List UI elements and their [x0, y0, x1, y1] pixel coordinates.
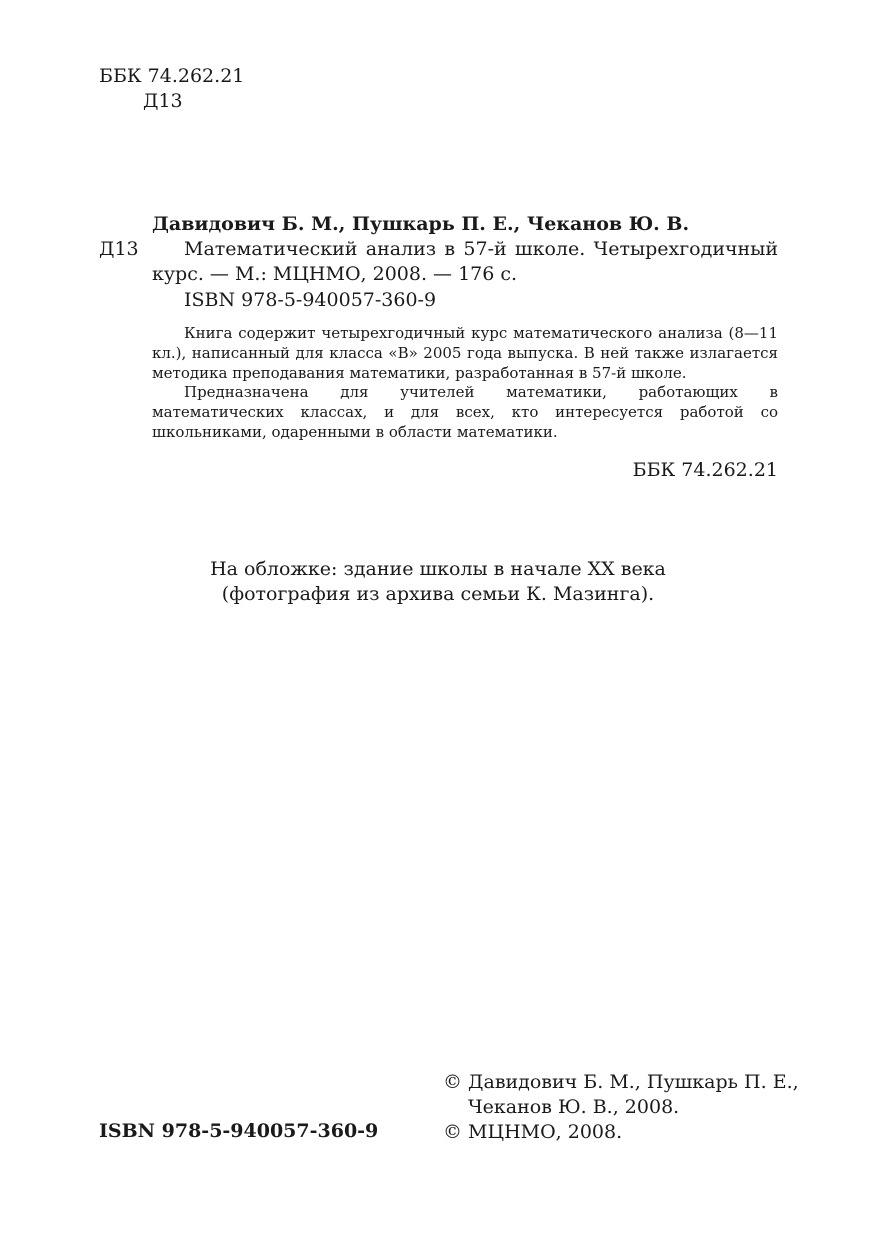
cover-note-line-1: На обложке: здание школы в начале XX века: [210, 558, 666, 580]
cutter-mark: Д13: [99, 238, 139, 260]
annotation-paragraph-2: Предназначена для учителей математики, работающих в математических классах, и для всех, кто интересуется работой со школьниками, одаренными в области математики.: [152, 383, 778, 441]
copyright-block: [443, 1070, 799, 1145]
cover-note-line-2: (фотография из архива семьи К. Мазинга).: [221, 583, 655, 605]
bbk-classification-code: ББК 74.262.21: [99, 65, 245, 87]
isbn-record: ISBN 978-5-940057-360-9: [184, 289, 437, 311]
isbn-footer: ISBN 978-5-940057-360-9: [99, 1120, 379, 1142]
annotation-paragraph-1: Книга содержит четырехгодичный курс математического анализа (8—11 кл.), написанный для класса «В» 2005 года выпуска. В ней также излагается методика преподавания математики, разработанная в 57-й школе.: [152, 324, 778, 382]
copyright-authors-line-2: Чеканов Ю. В., 2008.: [468, 1096, 680, 1118]
book-title-block: [152, 237, 778, 287]
cover-note: [0, 557, 876, 607]
copyright-authors-line-1: © Давидович Б. М., Пушкарь П. Е.,: [443, 1071, 799, 1093]
bbk-code-right: ББК 74.262.21: [632, 459, 778, 481]
book-title-line-1: Математический анализ в 57-й школе. Четырехгодичный: [184, 238, 778, 260]
copyright-publisher: © МЦНМО, 2008.: [443, 1121, 623, 1143]
author-mark: Д13: [143, 90, 183, 112]
annotation: [152, 324, 778, 443]
book-title-line-2: курс. — М.: МЦНМО, 2008. — 176 с.: [152, 263, 518, 285]
book-authors: Давидович Б. М., Пушкарь П. Е., Чеканов Ю. В.: [152, 213, 690, 235]
